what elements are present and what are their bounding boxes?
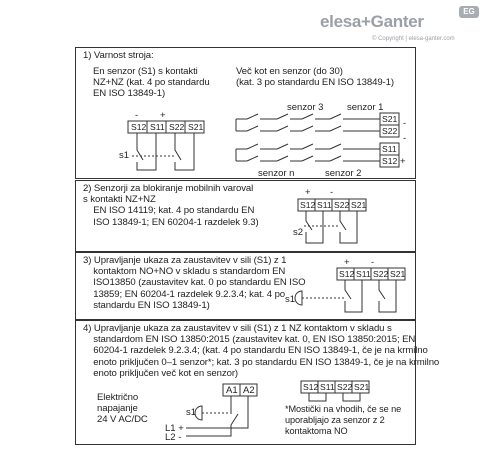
s2-sign-2: - [330, 187, 334, 198]
s4-a-term-2: A2 [243, 385, 255, 396]
section-2-text: 2) Senzorji za blokiranje mobilnih varoval s kontakti NZ+NZ EN ISO 14119; kat. 4 po standardu EN ISO 13849-1; EN 60204-1 razdelek 9.3) [83, 183, 259, 228]
s3-sign-1: + [344, 257, 350, 268]
s4-mushroom-button [195, 406, 202, 420]
s4-switch: s1 [186, 407, 197, 418]
s1-left-sign-2: + [160, 110, 166, 121]
s4-line-2: L2 - [165, 432, 182, 443]
section-1-title: 1) Varnost stroja: [83, 50, 154, 61]
section-1-right-text: Več kot en senzor (do 30) (kat. 3 po standardu EN ISO 13849-1) [236, 66, 394, 89]
s3-term-1: S12 [339, 269, 355, 279]
s1-right-sign-3: + [400, 156, 406, 167]
s1-right-term-2: S22 [382, 126, 398, 136]
s1-sensor-2: senzor 2 [325, 168, 362, 179]
section-1-left-text: En senzor (S1) s kontakti NZ+NZ (kat. 4 po standardu EN ISO 13849-1) [93, 66, 210, 100]
s1-sensor-3: senzor 3 [287, 102, 324, 113]
s1-sensor-1: senzor 1 [347, 102, 384, 113]
s1-left-term-1: S12 [131, 122, 147, 132]
s2-term-4: S21 [351, 200, 367, 210]
s4-jumpers [309, 393, 360, 401]
copyright: © Copyright | elesa-ganter.com [372, 36, 455, 42]
s1-chain-switches [247, 114, 341, 161]
s4-term-2: S11 [320, 382, 335, 392]
s2-wires [306, 211, 357, 243]
s4-line-1: L1 + [165, 423, 184, 434]
logo-text: elesa+Ganter [320, 12, 424, 31]
s2-sign-1: + [305, 187, 311, 198]
s1-left-term-4: S21 [188, 122, 204, 132]
s3-term-3: S22 [373, 269, 389, 279]
s1-left-term-2: S11 [150, 122, 165, 132]
s3-sign-2: - [371, 257, 375, 268]
s4-a-term-1: A1 [226, 385, 238, 396]
s3-term-4: S21 [390, 269, 406, 279]
s3-mushroom-button [295, 291, 302, 305]
section-3-text: 3) Upravljanje ukaza za zaustavitev v sili (S1) z 1 kontaktom NO+NO v skladu s standardom EN ISO13850 (zaustavitev kat. 0 po standardu EN ISO 13859; EN 60204-1 razdelek 9.2.3.4; kat. 4 po standardu EN ISO 13849-1) [83, 255, 306, 311]
s3-switch: s1 [285, 294, 296, 305]
s1-left-switch: s1 [119, 150, 130, 161]
s1-left-term-3: S22 [169, 122, 185, 132]
s3-wires [345, 280, 396, 312]
s1-left-wires [137, 133, 194, 170]
s1-right-sign-2: - [403, 133, 407, 144]
s1-right-sign-1: - [403, 118, 407, 129]
s1-right-term-4: S12 [382, 156, 398, 166]
s1-right-term-3: S11 [382, 144, 397, 154]
s1-chain-upper [236, 119, 380, 131]
s2-term-3: S22 [334, 200, 350, 210]
s4-term-1: S12 [303, 382, 319, 392]
s1-right-term-1: S21 [382, 114, 398, 124]
s3-term-2: S11 [356, 269, 371, 279]
s4-term-4: S21 [354, 382, 370, 392]
section-4-text: 4) Upravljanje ukaza za zaustavitev v sili (S1) z 1 NZ kontaktom v skladu s standardom EN ISO 13850:2015 (zaustavitev kat. 0, EN ISO 13850:2015; EN 60204-1 razdelek 9.2.3.4; (kat. 4 po standardu EN ISO 13849-1, če je na krmilno enoto priključen 0–1 senzor*; kat. 3 po standardu EN ISO 13849-1, če je na krmilno enoto priključen več kot en senzor) [83, 323, 440, 379]
s1-chain-lower [236, 149, 380, 161]
s2-term-2: S11 [317, 200, 332, 210]
badge-text: EG [463, 7, 475, 16]
s4-term-3: S22 [337, 382, 353, 392]
s1-left-sign-1: - [135, 110, 139, 121]
s2-term-1: S12 [300, 200, 316, 210]
jumper-note: *Mostički na vhodih, če se ne uporabljajo za senzor z 2 kontaktoma NO [285, 404, 402, 437]
s2-switch: s2 [293, 227, 304, 238]
s1-sensor-n: senzor n [258, 168, 295, 179]
supply-text: Električno napajanje 24 V AC/DC [97, 392, 148, 426]
